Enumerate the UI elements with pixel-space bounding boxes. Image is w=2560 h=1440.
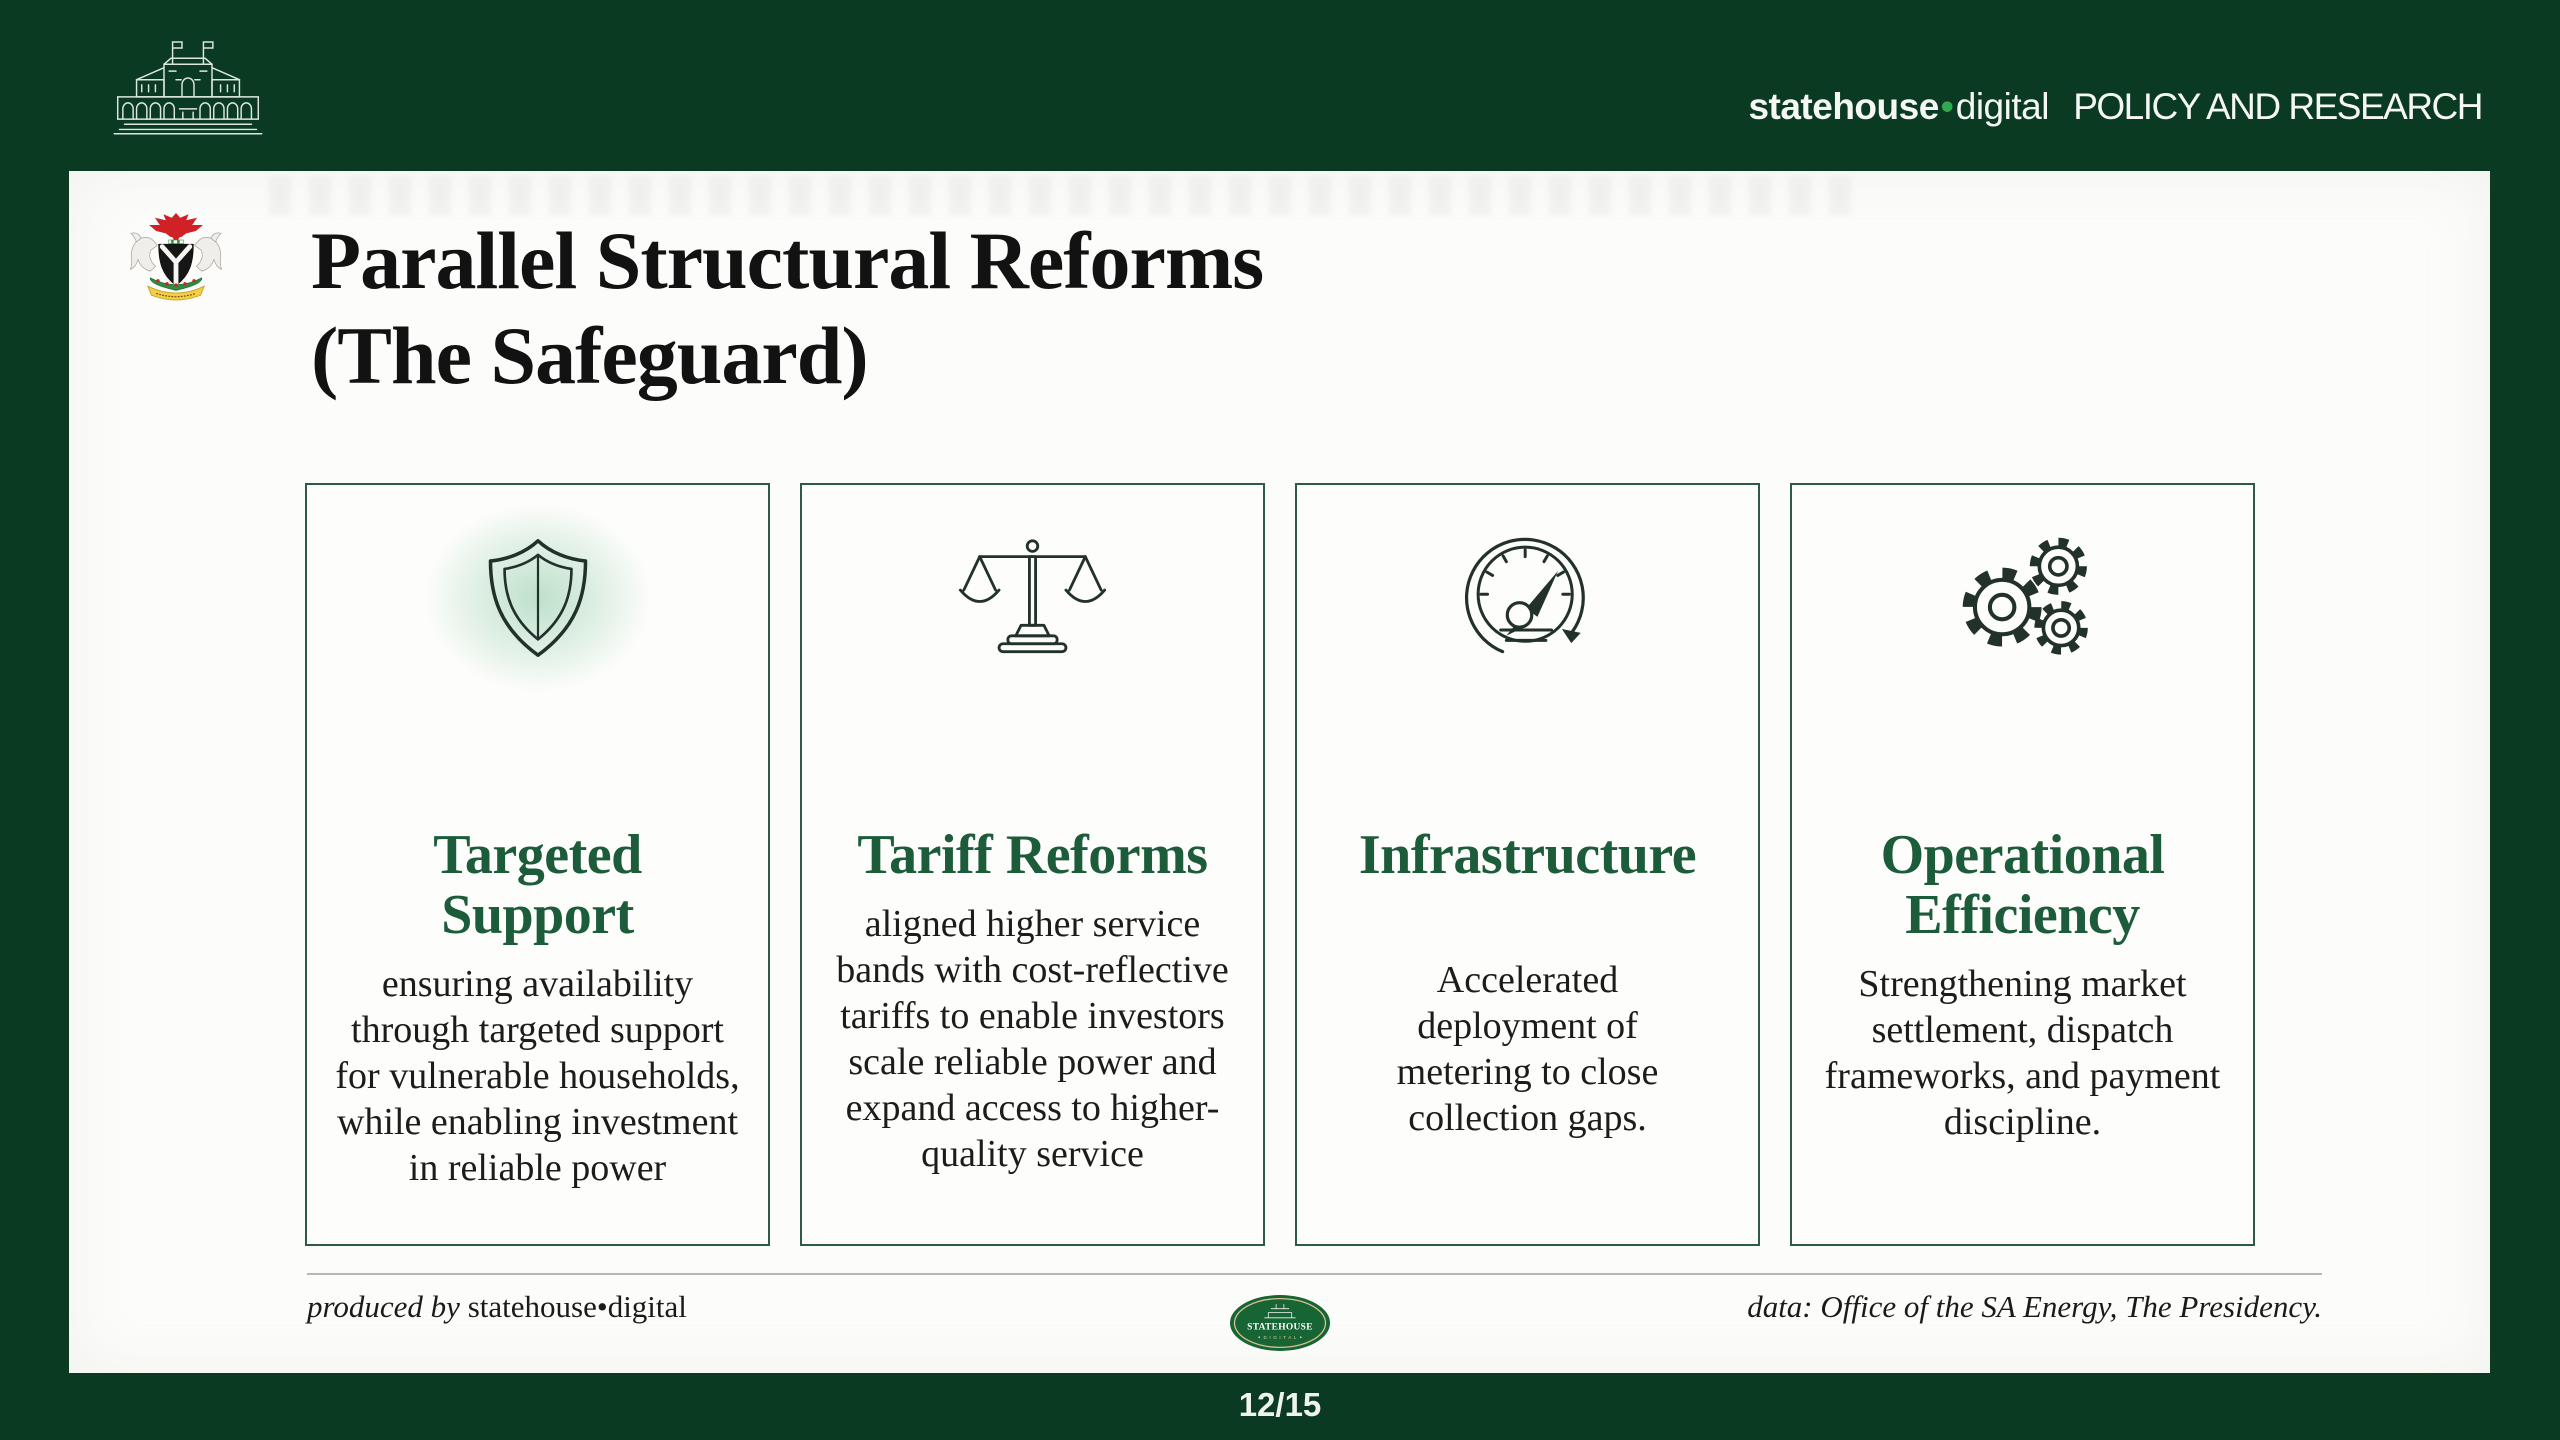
produced-by-credit xyxy=(307,1289,687,1325)
produced-by-label: produced by xyxy=(307,1289,460,1324)
brand-dot-icon: • xyxy=(1940,86,1954,127)
shield-icon xyxy=(463,532,613,664)
icon-area xyxy=(802,530,1263,665)
box-body: ensuring availability through targeted support for vulnerable households, while enabling investment in reliable power xyxy=(335,963,740,1189)
faded-watermark-strip xyxy=(269,177,1869,215)
content-card xyxy=(69,171,2490,1373)
box-body: Accelerated deployment of metering to close collection gaps. xyxy=(1396,959,1659,1139)
badge-subtitle: DIGITAL xyxy=(1263,1335,1299,1341)
badge-title: STATEHOUSE xyxy=(1246,1322,1313,1333)
brand-statehouse: statehouse xyxy=(1748,86,1939,127)
data-source-credit: data: Office of the SA Energy, The Presidency. xyxy=(1747,1289,2322,1324)
page-title-line2: (The Safeguard) xyxy=(311,310,868,402)
icon-area xyxy=(307,530,768,665)
gears-icon xyxy=(1943,530,2103,666)
brand-policy-research: POLICY AND RESEARCH xyxy=(2073,86,2482,127)
box-title: Infrastructure xyxy=(1358,824,1697,886)
gauge-icon xyxy=(1448,530,1608,666)
footer-divider xyxy=(307,1273,2322,1275)
page-indicator: 12/15 xyxy=(1238,1386,1322,1423)
nigeria-coat-of-arms-icon xyxy=(113,207,239,315)
brand-header xyxy=(1748,86,2482,128)
box-infrastructure xyxy=(1295,483,1760,1246)
box-title: Operational Efficiency xyxy=(1880,824,2165,946)
box-operational-efficiency xyxy=(1790,483,2255,1246)
produced-by-brand: statehouse•digital xyxy=(467,1289,687,1324)
box-title: Tariff Reforms xyxy=(857,824,1208,886)
state-house-building-icon xyxy=(88,30,288,150)
page-title-line1: Parallel Structural Reforms xyxy=(311,215,1264,306)
statehouse-digital-badge-icon xyxy=(1228,1293,1332,1353)
scales-icon xyxy=(955,532,1110,664)
icon-area xyxy=(1792,530,2253,665)
box-targeted-support xyxy=(305,483,770,1246)
icon-area xyxy=(1297,530,1758,665)
box-title: Targeted Support xyxy=(433,824,642,946)
brand-digital: digital xyxy=(1955,86,2049,127)
reform-boxes xyxy=(305,483,2255,1246)
box-body: Strengthening market settlement, dispatch frameworks, and payment discipline. xyxy=(1824,963,2221,1143)
box-tariff-reforms xyxy=(800,483,1265,1246)
box-body: aligned higher service bands with cost-reflective tariffs to enable investors scale reliable power and expand access to higher-quality service xyxy=(836,903,1229,1175)
page-title xyxy=(311,213,1263,403)
